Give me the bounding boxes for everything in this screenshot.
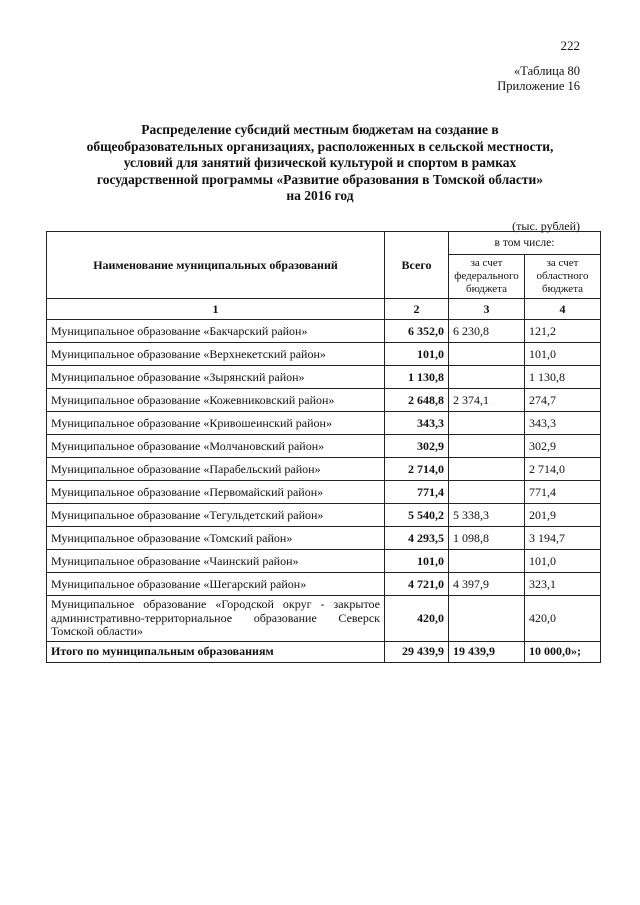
cell-federal bbox=[449, 366, 525, 389]
cell-regional: 323,1 bbox=[525, 573, 601, 596]
summary-total: 29 439,9 bbox=[385, 641, 449, 662]
cell-federal bbox=[449, 458, 525, 481]
cell-federal: 2 374,1 bbox=[449, 389, 525, 412]
table-row bbox=[47, 550, 601, 573]
cell-federal: 4 397,9 bbox=[449, 573, 525, 596]
cell-total: 101,0 bbox=[385, 343, 449, 366]
column-number: 2 bbox=[385, 299, 449, 320]
table-row bbox=[47, 481, 601, 504]
title-line: на 2016 год bbox=[286, 188, 354, 203]
table-row bbox=[47, 458, 601, 481]
cell-total: 101,0 bbox=[385, 550, 449, 573]
document-title bbox=[60, 122, 580, 205]
cell-name: Муниципальное образование «Кривошеинский район» bbox=[47, 412, 385, 435]
cell-regional: 343,3 bbox=[525, 412, 601, 435]
cell-federal: 6 230,8 bbox=[449, 320, 525, 343]
cell-total: 2 714,0 bbox=[385, 458, 449, 481]
title-line: условий для занятий физической культурой и спортом в рамках bbox=[123, 155, 517, 170]
column-number: 4 bbox=[525, 299, 601, 320]
cell-federal bbox=[449, 550, 525, 573]
cell-name: Муниципальное образование «Верхнекетский район» bbox=[47, 343, 385, 366]
cell-name: Муниципальное образование «Томский район» bbox=[47, 527, 385, 550]
cell-total: 4 293,5 bbox=[385, 527, 449, 550]
table-reference bbox=[497, 64, 580, 94]
cell-name: Муниципальное образование «Чаинский район» bbox=[47, 550, 385, 573]
header-name: Наименование муниципальных образований bbox=[47, 232, 385, 299]
column-number: 1 bbox=[47, 299, 385, 320]
table-row bbox=[47, 343, 601, 366]
cell-total: 6 352,0 bbox=[385, 320, 449, 343]
cell-regional: 771,4 bbox=[525, 481, 601, 504]
cell-total: 771,4 bbox=[385, 481, 449, 504]
summary-regional: 10 000,0»; bbox=[525, 641, 601, 662]
title-line: государственной программы «Развитие образования в Томской области» bbox=[96, 171, 544, 187]
cell-regional: 101,0 bbox=[525, 343, 601, 366]
table-row bbox=[47, 504, 601, 527]
header-including: в том числе: bbox=[449, 232, 601, 255]
cell-federal bbox=[449, 343, 525, 366]
table-row bbox=[47, 435, 601, 458]
page-number: 222 bbox=[560, 38, 580, 53]
appendix-label: Приложение 16 bbox=[497, 79, 580, 93]
cell-regional: 121,2 bbox=[525, 320, 601, 343]
title-line: Распределение субсидий местным бюджетам на создание в bbox=[141, 122, 499, 137]
cell-federal bbox=[449, 481, 525, 504]
cell-total: 1 130,8 bbox=[385, 366, 449, 389]
table-row bbox=[47, 573, 601, 596]
cell-name: Муниципальное образование «Городской округ - закрытое административно-территориальное образование Северск Томской области» bbox=[47, 596, 385, 642]
table-row bbox=[47, 320, 601, 343]
cell-federal bbox=[449, 435, 525, 458]
header-federal: за счет федерального бюджета bbox=[449, 255, 525, 299]
cell-name: Муниципальное образование «Зырянский район» bbox=[47, 366, 385, 389]
cell-federal: 1 098,8 bbox=[449, 527, 525, 550]
cell-total: 420,0 bbox=[385, 596, 449, 642]
cell-federal bbox=[449, 596, 525, 642]
cell-name: Муниципальное образование «Парабельский район» bbox=[47, 458, 385, 481]
cell-regional: 201,9 bbox=[525, 504, 601, 527]
cell-federal: 5 338,3 bbox=[449, 504, 525, 527]
subsidy-table bbox=[46, 231, 601, 663]
units-label: (тыс. рублей) bbox=[512, 219, 580, 233]
table-body bbox=[47, 320, 601, 663]
cell-regional: 302,9 bbox=[525, 435, 601, 458]
cell-regional: 3 194,7 bbox=[525, 527, 601, 550]
table-row bbox=[47, 366, 601, 389]
cell-regional: 420,0 bbox=[525, 596, 601, 642]
cell-regional: 274,7 bbox=[525, 389, 601, 412]
summary-name: Итого по муниципальным образованиям bbox=[47, 641, 385, 662]
cell-total: 4 721,0 bbox=[385, 573, 449, 596]
cell-name: Муниципальное образование «Молчановский район» bbox=[47, 435, 385, 458]
cell-name: Муниципальное образование «Кожевниковский район» bbox=[47, 389, 385, 412]
cell-name: Муниципальное образование «Шегарский район» bbox=[47, 573, 385, 596]
table-row bbox=[47, 527, 601, 550]
header-regional: за счет областного бюджета bbox=[525, 255, 601, 299]
cell-name: Муниципальное образование «Бакчарский район» bbox=[47, 320, 385, 343]
summary-row bbox=[47, 641, 601, 662]
header-total: Всего bbox=[385, 232, 449, 299]
cell-name: Муниципальное образование «Первомайский район» bbox=[47, 481, 385, 504]
table-row bbox=[47, 412, 601, 435]
table-row bbox=[47, 389, 601, 412]
cell-regional: 2 714,0 bbox=[525, 458, 601, 481]
cell-federal bbox=[449, 412, 525, 435]
cell-regional: 1 130,8 bbox=[525, 366, 601, 389]
cell-total: 2 648,8 bbox=[385, 389, 449, 412]
summary-federal: 19 439,9 bbox=[449, 641, 525, 662]
cell-regional: 101,0 bbox=[525, 550, 601, 573]
cell-total: 343,3 bbox=[385, 412, 449, 435]
title-line: общеобразовательных организациях, расположенных в сельской местности, bbox=[86, 138, 554, 154]
table-row bbox=[47, 596, 601, 642]
column-number: 3 bbox=[449, 299, 525, 320]
cell-total: 5 540,2 bbox=[385, 504, 449, 527]
cell-total: 302,9 bbox=[385, 435, 449, 458]
cell-name: Муниципальное образование «Тегульдетский район» bbox=[47, 504, 385, 527]
table-label: «Таблица 80 bbox=[514, 64, 580, 78]
